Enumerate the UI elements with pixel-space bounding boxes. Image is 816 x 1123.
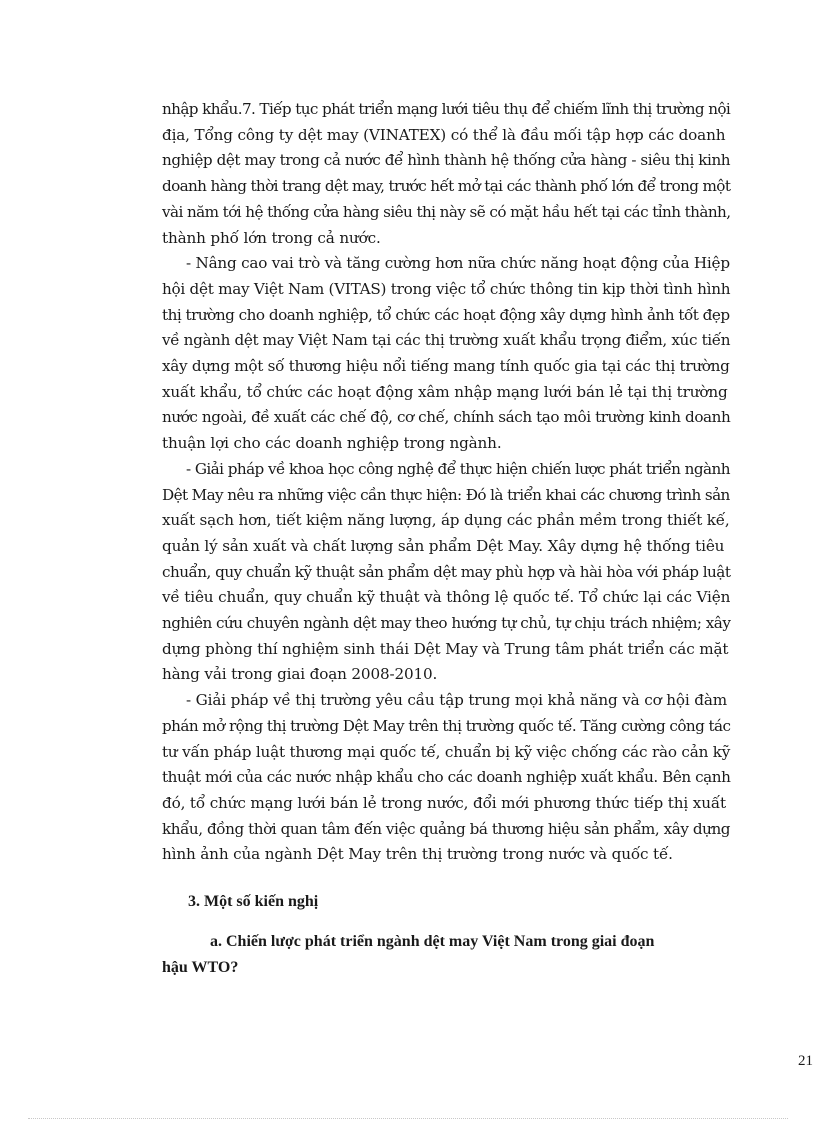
- body-line: Dệt May nêu ra những việc cần thực hiện: Đó là triển khai các chương trình sản: [162, 485, 730, 504]
- section-heading: 3. Một số kiến nghị: [188, 893, 319, 910]
- body-line: hình ảnh của ngành Dệt May trên thị trường trong nước và quốc tế.: [162, 845, 673, 864]
- body-line: doanh hàng thời trang dệt may, trước hết mở tại các thành phố lớn để trong một: [162, 177, 731, 196]
- body-line: - Giải pháp về thị trường yêu cầu tập trung mọi khả năng và cơ hội đàm: [186, 691, 728, 710]
- body-line: thuận lợi cho các doanh nghiệp trong ngành.: [162, 434, 502, 453]
- body-line: nhập khẩu.7. Tiếp tục phát triển mạng lưới tiêu thụ để chiếm lĩnh thị trường nội: [162, 100, 731, 118]
- body-line: vài năm tới hệ thống cửa hàng siêu thị này sẽ có mặt hầu hết tại các tỉnh thành,: [162, 202, 731, 221]
- body-line: - Giải pháp về khoa học công nghệ để thực hiện chiến lược phát triển ngành: [186, 459, 730, 478]
- body-line: nghiên cứu chuyên ngành dệt may theo hướng tự chủ, tự chịu trách nhiệm; xây: [162, 614, 731, 632]
- body-line: nghiệp dệt may trong cả nước để hình thành hệ thống cửa hàng - siêu thị kinh: [162, 151, 731, 170]
- subheading-line-1: a. Chiến lược phát triển ngành dệt may Việt Nam trong giai đoạn: [210, 933, 655, 950]
- body-line: thuật mới của các nước nhập khẩu cho các doanh nghiệp xuất khẩu. Bên cạnh: [162, 768, 731, 787]
- body-line: về ngành dệt may Việt Nam tại các thị trường xuất khẩu trọng điểm, xúc tiến: [162, 331, 731, 350]
- page-bottom-divider: [28, 1118, 788, 1119]
- body-line: nước ngoài, đề xuất các chế độ, cơ chế, chính sách tạo môi trường kinh doanh: [162, 408, 731, 427]
- body-line: hội dệt may Việt Nam (VITAS) trong việc tổ chức thông tin kịp thời tình hình: [162, 279, 731, 298]
- body-line: xuất sạch hơn, tiết kiệm năng lượng, áp dụng các phần mềm trong thiết kế,: [162, 511, 730, 530]
- body-line: xuất khẩu, tổ chức các hoạt động xâm nhập mạng lưới bán lẻ tại thị trường: [162, 382, 728, 401]
- page-number: 21: [798, 1053, 813, 1069]
- body-line: - Nâng cao vai trò và tăng cường hơn nữa chức năng hoạt động của Hiệp: [186, 254, 730, 273]
- body-line: chuẩn, quy chuẩn kỹ thuật sản phẩm dệt may phù hợp và hài hòa với pháp luật: [162, 562, 731, 581]
- subheading-line-2: hậu WTO?: [162, 959, 239, 976]
- body-line: địa, Tổng công ty dệt may (VINATEX) có thể là đầu mối tập hợp các doanh: [162, 125, 726, 144]
- body-line: hàng vải trong giai đoạn 2008-2010.: [162, 665, 438, 684]
- body-line: quản lý sản xuất và chất lượng sản phẩm Dệt May. Xây dựng hệ thống tiêu: [162, 536, 725, 555]
- body-line: dựng phòng thí nghiệm sinh thái Dệt May và Trung tâm phát triển các mặt: [162, 639, 729, 658]
- body-line: về tiêu chuẩn, quy chuẩn kỹ thuật và thông lệ quốc tế. Tổ chức lại các Viện: [162, 588, 731, 607]
- body-line: tư vấn pháp luật thương mại quốc tế, chuẩn bị kỹ việc chống các rào cản kỹ: [162, 742, 731, 761]
- body-line: đó, tổ chức mạng lưới bán lẻ trong nước, đổi mới phương thức tiếp thị xuất: [162, 793, 726, 812]
- body-line: phán mở rộng thị trường Dệt May trên thị trường quốc tế. Tăng cường công tác: [162, 716, 731, 735]
- body-line: thị trường cho doanh nghiệp, tổ chức các hoạt động xây dựng hình ảnh tốt đẹp: [162, 305, 730, 324]
- body-line: thành phố lớn trong cả nước.: [162, 228, 381, 247]
- body-line: khẩu, đồng thời quan tâm đến việc quảng bá thương hiệu sản phẩm, xây dựng: [162, 819, 731, 838]
- body-line: xây dựng một số thương hiệu nổi tiếng mang tính quốc gia tại các thị trường: [162, 357, 730, 375]
